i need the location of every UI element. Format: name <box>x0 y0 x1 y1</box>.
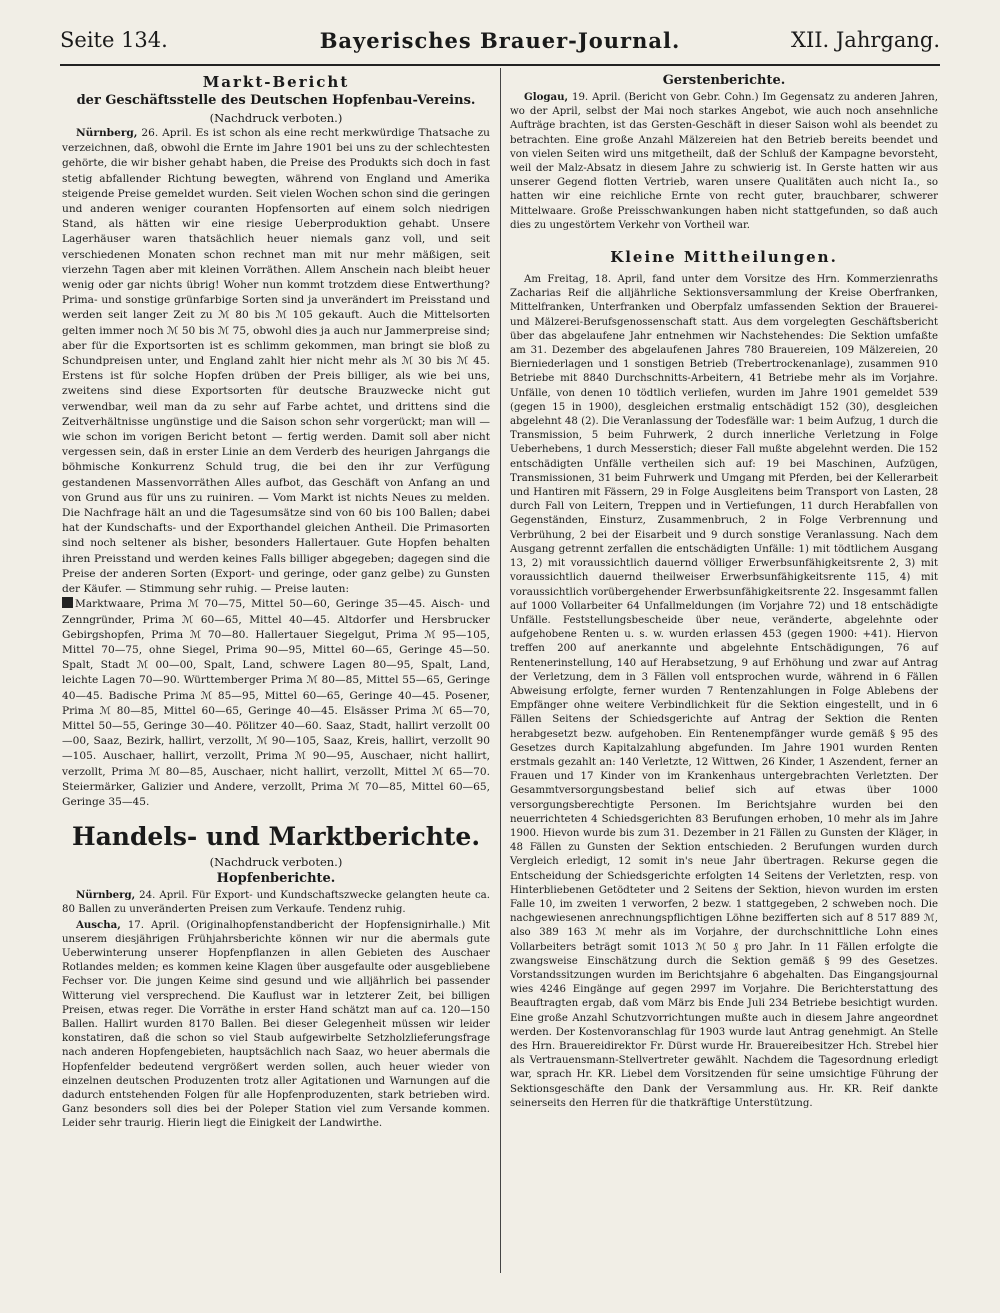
price-list <box>62 597 490 810</box>
place-name: Glogau, <box>524 91 569 103</box>
nuernberg-report <box>62 888 490 917</box>
kleine-mittheilungen-title: Kleine Mittheilungen. <box>610 248 838 267</box>
page-header <box>60 28 940 62</box>
column-divider <box>500 68 501 1273</box>
volume-year: XII. Jahrgang. <box>791 28 940 52</box>
journal-title: Bayerisches Brauer-Journal. <box>319 28 681 53</box>
markt-bericht-title: Markt-Bericht <box>202 73 350 91</box>
report-text: 19. April. (Bericht von Gebr. Cohn.) Im Gegensatz zu anderen Jahren, wo der April, selbst der Mai noch starkes Angebot, wie auch noch ansehnliche Aufträge brachten, ist das Gersten-Geschäft in dieser Saison wohl als beendet zu betrachten. Eine große Anzahl Mälzereien hat den Betrieb bereits beendet und von vielen Seiten wird uns mitgetheilt, daß der Schluß der Kampagne bevorsteht, weil der Malz-Absatz in diesem Jahre zu schwierig ist. In Gerste hatten wir aus unserer Gegend flotten Vertrieb, waren unsere Qualitäten auch nicht Ia., so hatten wir eine reichliche Ernte von recht guter, brauchbarer, schwerer Mittelwaare. Große Preisschwankungen haben nicht stattgefunden, so daß auch dies zu ungestörtem Verkehr von Vortheil war. <box>510 92 938 231</box>
price-list-text: Marktwaare, Prima ℳ 70—75, Mittel 50—60, Geringe 35—45. Aisch- und Zenngründer, Prima ℳ 60—65, Mittel 40—45. Altdorfer und Hersbrucker Gebirgshopfen, Prima ℳ 70—80. Hallertauer Siegelgut, Prima ℳ 95—105, Mittel 70—75, ohne Siegel, Prima 90—95, Mittel 60—65, Geringe 45—50. Spalt, Stadt ℳ 00—00, Spalt, Land, schwere Lagen 80—95, Spalt, Land, leichte Lagen 70—90. Württemberger Prima ℳ 80—85, Mittel 55—65, Geringe 40—45. Badische Prima ℳ 85—95, Mittel 60—65, Geringe 40—45. Posener, Prima ℳ 80—85, Mittel 60—65, Geringe 40—45. Elsässer Prima ℳ 65—70, Mittel 50—55, Geringe 30—40. Pölitzer 40—60. Saaz, Stadt, hallirt verzollt 00—00, Saaz, Bezirk, hallirt, verzollt, ℳ 90—105, Saaz, Kreis, hallirt, verzollt 90—105. Auschaer, hallirt, verzollt, Prima ℳ 90—95, Auschaer, nicht hallirt, verzollt, Prima ℳ 80—85, Auschaer, nicht hallirt, verzollt, Mittel ℳ 65—70. Steiermärker, Galizier und Andere, verzollt, Prima ℳ 70—85, Mittel 60—65, Geringe 35—45. <box>62 598 490 808</box>
place-name: Nürnberg, <box>76 889 136 902</box>
nachdruck-note-2: (Nachdruck verboten.) <box>209 855 343 870</box>
header-rule <box>60 64 940 66</box>
glogau-report <box>510 90 938 233</box>
paragraph-text: 26. April. Es ist schon als eine recht merkwürdige Thatsache zu verzeichnen, daß, obwohl die Ernte im Jahre 1901 bei uns zu der schlechtesten gehörte, die wir bisher gehabt haben, die Preise des Produkts sich doch in fast stetig abfallender Richtung bewegten, während von England und Amerika steigende Preise gemeldet wurden. Seit vielen Wochen schon sind die geringen und anderen weniger couranten Hopfensorten auf einem solch niedrigen Stand, als hätten wir eine riesige Ueberproduktion gehabt. Unsere Lagerhäuser waren thatsächlich heuer niemals ganz voll, und seit verschiedenen Monaten schon rechnet man mit nur mehr mäßigen, seit vierzehn Tagen aber mit kleinen Vorräthen. Allem Anschein nach bleibt heuer wenig oder gar nichts übrig! Woher nun kommt trotzdem diese Entwerthung? Prima- und sonstige grünfarbige Sorten sind ja unverändert im Preisstand und werden seit langer Zeit zu ℳ 80 bis ℳ 105 gekauft. Auch die Mittelsorten gelten immer noch ℳ 50 bis ℳ 75, obwohl dies ja auch nur Jammerpreise sind; aber für die Exportsorten ist es schlimm gekommen, man bringt sie bloß zu Schundpreisen unter, und England zahlt hier nicht mehr als ℳ 30 bis ℳ 45. Erstens ist für solche Hopfen drüben der Preis billiger, als wie bei uns, zweitens sind diese Exportsorten für deutsche Brauzwecke nicht gut verwendbar, weil man da zu sehr auf Farbe achtet, und drittens sind die Zeitverhältnisse ungünstige und die Saison schon sehr vorgerückt; man will — wie schon im vorigen Bericht betont — fertig werden. Damit soll aber nicht vergessen sein, daß in erster Linie an dem Verderb des heurigen Jahrgangs die böhmische Konkurrenz Schuld trug, die bei den ihr zur Verfügung gestandenen Massenvorräthen Alles aufbot, das Geschäft von Anfang an und von Grund aus für uns zu ruiniren. — Vom Markt ist nichts Neues zu melden. Die Nachfrage hält an und die Tagesumsätze sind von 60 bis 100 Ballen; dabei hat der Kundschafts- und der Exporthandel gleichen Antheil. Die Primasorten sind noch seltener als bisher, besonders Hallertauer. Gute Hopfen behalten ihren Preisstand und werden keines Falls billiger abgegeben; dagegen sind die Preise der anderen Sorten (Export- und geringe, oder ganz gelbe) zu Gunsten der Käufer. — Stimmung sehr ruhig. — Preise lauten: <box>62 127 490 596</box>
gerstenberichte-title: Gerstenberichte. <box>662 73 786 88</box>
left-column <box>62 72 490 1132</box>
markt-bericht-subtitle: der Geschäftsstelle des Deutschen Hopfenbau-Vereins. <box>76 93 476 108</box>
auscha-report <box>62 918 490 1132</box>
report-text: 17. April. (Originalhopfenstandbericht der Hopfensignirhalle.) Mit unserem diesjährigen Frühjahrsberichte können wir nur die abermals gute Ueberwinterung unserer Hopfenpflanzen in allen Gebieten des Auschaer Rotlandes melden; es kommen keine Klagen über ausgefaulte oder ausgebliebene Fechser vor. Die jungen Keime sind gesund und wie alljährlich bei passender Witterung viel versprechend. Die Kauflust war in letzterer Zeit, bei billigen Preisen, etwas reger. Die Vorräthe in erster Hand schätzt man auf ca. 120—150 Ballen. Hallirt wurden 8170 Ballen. Bei dieser Gelegenheit müssen wir leider konstatiren, daß die schon so viel Staub aufgewirbelte Setzholzlieferungsfrage nach anderen Hopfengebieten, hauptsächlich nach Saaz, wo heuer abermals die Hopfenfelder bedeutend vergrößert werden sollen, auch heuer wieder von einzelnen deutschen Produzenten trotz aller Agitationen und Warnungen auf die dadurch entstehenden Folgen für alle Hopfenproduzenten, stark betrieben wird. Ganz besonders soll dies bei der Poleper Station viel zum Versande kommen. Leider sehr traurig. Hierin liegt die Einigkeit der Landwirthe. <box>62 919 490 1130</box>
kleine-mittheilungen-text: Am Freitag, 18. April, fand unter dem Vorsitze des Hrn. Kommerzienraths Zacharias Reif die alljährliche Sektionsversammlung der Kreise Oberfranken, Mittelfranken, Unterfranken und Oberpfalz umfassenden Sektion der Brauerei- und Mälzerei-Berufsgenossenschaft statt. Aus dem vorgelegten Geschäftsbericht über das abgelaufene Jahr entnehmen wir Nachstehendes: Die Sektion umfaßte am 31. Dezember des abgelaufenen Jahres 780 Brauereien, 109 Mälzereien, 20 Bierniederlagen und 1 sonstigen Betrieb (Trebertrockenanlage), zusammen 910 Betriebe mit 8840 Durchschnitts-Arbeitern, 41 Betriebe mehr als im Vorjahre. Unfälle, von denen 10 tödtlich verliefen, wurden im Jahre 1901 gemeldet 539 (gegen 15 in 1900), desgleichen erstmalig entschädigt 152 (30), desgleichen abgelehnt 48 (2). Die Veranlassung der Todesfälle war: 1 beim Aufzug, 1 durch die Transmission, 5 beim Fuhrwerk, 2 durch innerliche Verletzung in Folge Ueberhebens, 1 durch Messerstich; dieser Fall mußte abgelehnt werden. Die 152 entschädigten Unfälle vertheilen sich auf: 19 bei Maschinen, Aufzügen, Transmissionen, 31 beim Fuhrwerk und Umgang mit Pferden, bei der Kellerarbeit und Hantiren mit Fässern, 29 in Folge Ausgleitens beim Transport von Lasten, 28 durch Fall von Leitern, Treppen und in Vertiefungen, 11 durch Herabfallen von Gegenständen, Einsturz, Zusammenbruch, 2 in Folge Verbrennung und Verbrühung, 2 bei der Eisarbeit und 9 durch sonstige Veranlassung. Nach dem Ausgang getrennt zerfallen die entschädigten Unfälle: 1) mit tödtlichem Ausgang 13, 2) mit voraussichtlich dauernd völliger Erwerbsunfähigkeitsrente 2, 3) mit voraussichtlich dauernd theilweiser Erwerbsunfähigkeitsrente 115, 4) mit voraussichtlich vorübergehender Erwerbsunfähigkeitsrente 22. Insgesammt fallen auf 1000 Vollarbeiter 64 Unfallmeldungen (im Vorjahre 72) und 18 entschädigte Unfälle. Feststellungsbescheide über neue, veränderte, abgelehnte oder aufgehobene Renten u. s. w. wurden erlassen 453 (gegen 1900: +41). Hiervon treffen 200 auf anerkannte und abgelehnte Entschädigungen, 76 auf Rentenerinstellung, 140 auf Herabsetzung, 9 auf Erhöhung und zwar auf Antrag der Verletzung, dem in 3 Fällen voll entsprochen wurde, während in 6 Fällen Abweisung erfolgte, ferner wurden 7 Rentenzahlungen in Folge Ablebens der Empfänger ohne weitere Verbindlichkeit für die Sektion eingestellt, und in 6 Fällen Seitens der Schiedsgerichte auf Antrag der Sektion die Renten herabgesetzt bezw. aufgehoben. Ein Rentenempfänger wurde gemäß § 95 des Gesetzes durch Kapitalzahlung abgefunden. Im Jahre 1901 wurden Renten erstmals gezahlt an: 140 Verletzte, 12 Wittwen, 26 Kinder, 1 Aszendent, ferner an Frauen und 17 Kinder von im Krankenhaus untergebrachten Verletzten. Der Gesammtversorgungsbestand belief sich auf etwas über 1000 versorgungsberechtigte Personen. Im Berichtsjahre wurden bei den neuerrichteten 4 Schiedsgerichten 83 Berufungen erhoben, 10 mehr als im Jahre 1900. Hievon wurde bis zum 31. Dezember in 21 Fällen zu Gunsten der Kläger, in 48 Fällen zu Gunsten der Sektion entschieden. 2 Berufungen wurden durch Vergleich erledigt, 12 somit in's neue Jahr übertragen. Rekurse gegen die Entscheidung der Schiedsgerichte erfolgten 14 Seitens der Verletzten, resp. von Hinterbliebenen Getödteter und 2 Seitens der Sektion, hievon wurden im ersten Falle 10, im zweiten 1 verworfen, 2 bezw. 1 stattgegeben, 2 schweben noch. Die nachgewiesenen anrechnungspflichtigen Löhne bezifferten sich auf 8 517 889 ℳ, also 389 163 ℳ mehr als im Vorjahre, der durchschnittliche Lohn eines Vollarbeiters beträgt somit 1013 ℳ 50 ₰ pro Jahr. In 11 Fällen erfolgte die zwangsweise Einschätzung durch die Sektion gemäß § 99 des Gesetzes. Vorstandssitzungen wurden im Berichtsjahre 6 abgehalten. Das Eingangsjournal wies 4246 Eingänge auf gegen 2997 im Vorjahre. Die Berichterstattung des Beauftragten ergab, daß vom März bis Ende Juli 234 Betriebe besichtigt wurden. Eine große Anzahl Schutzvorrichtungen mußte auch in diesem Jahre angeordnet werden. Der Kostenvoranschlag für 1903 wurde laut Antrag genehmigt. An Stelle des Hrn. Brauereidirektor Fr. Dürst wurde Hr. Brauereibesitzer Hch. Strebel hier als Vertrauensmann-Stellvertreter gewählt. Nachdem die Tagesordnung erledigt war, sprach Hr. KR. Liebel dem Vorsitzenden für seine umsichtige Führung der Sektionsgeschäfte den Dank der Versammlung aus. Hr. KR. Reif dankte seinerseits den Herren für die thatkräftige Unterstützung. <box>510 274 938 1109</box>
markt-bericht-paragraph <box>62 126 490 597</box>
nachdruck-note: (Nachdruck verboten.) <box>209 111 343 125</box>
right-column <box>510 72 938 1111</box>
pointing-hand-icon <box>62 597 73 608</box>
report-text: 24. April. Für Export- und Kundschaftszwecke gelangten heute ca. 80 Ballen zu unveränderten Preisen zum Verkaufe. Tendenz ruhig. <box>62 890 490 916</box>
handels-title: Handels- und Marktberichte. <box>71 822 481 852</box>
place-name: Nürnberg, <box>76 127 138 139</box>
page-number: Seite 134. <box>60 28 168 52</box>
place-name: Auscha, <box>76 918 121 931</box>
hopfenberichte-title: Hopfenberichte. <box>216 871 336 887</box>
